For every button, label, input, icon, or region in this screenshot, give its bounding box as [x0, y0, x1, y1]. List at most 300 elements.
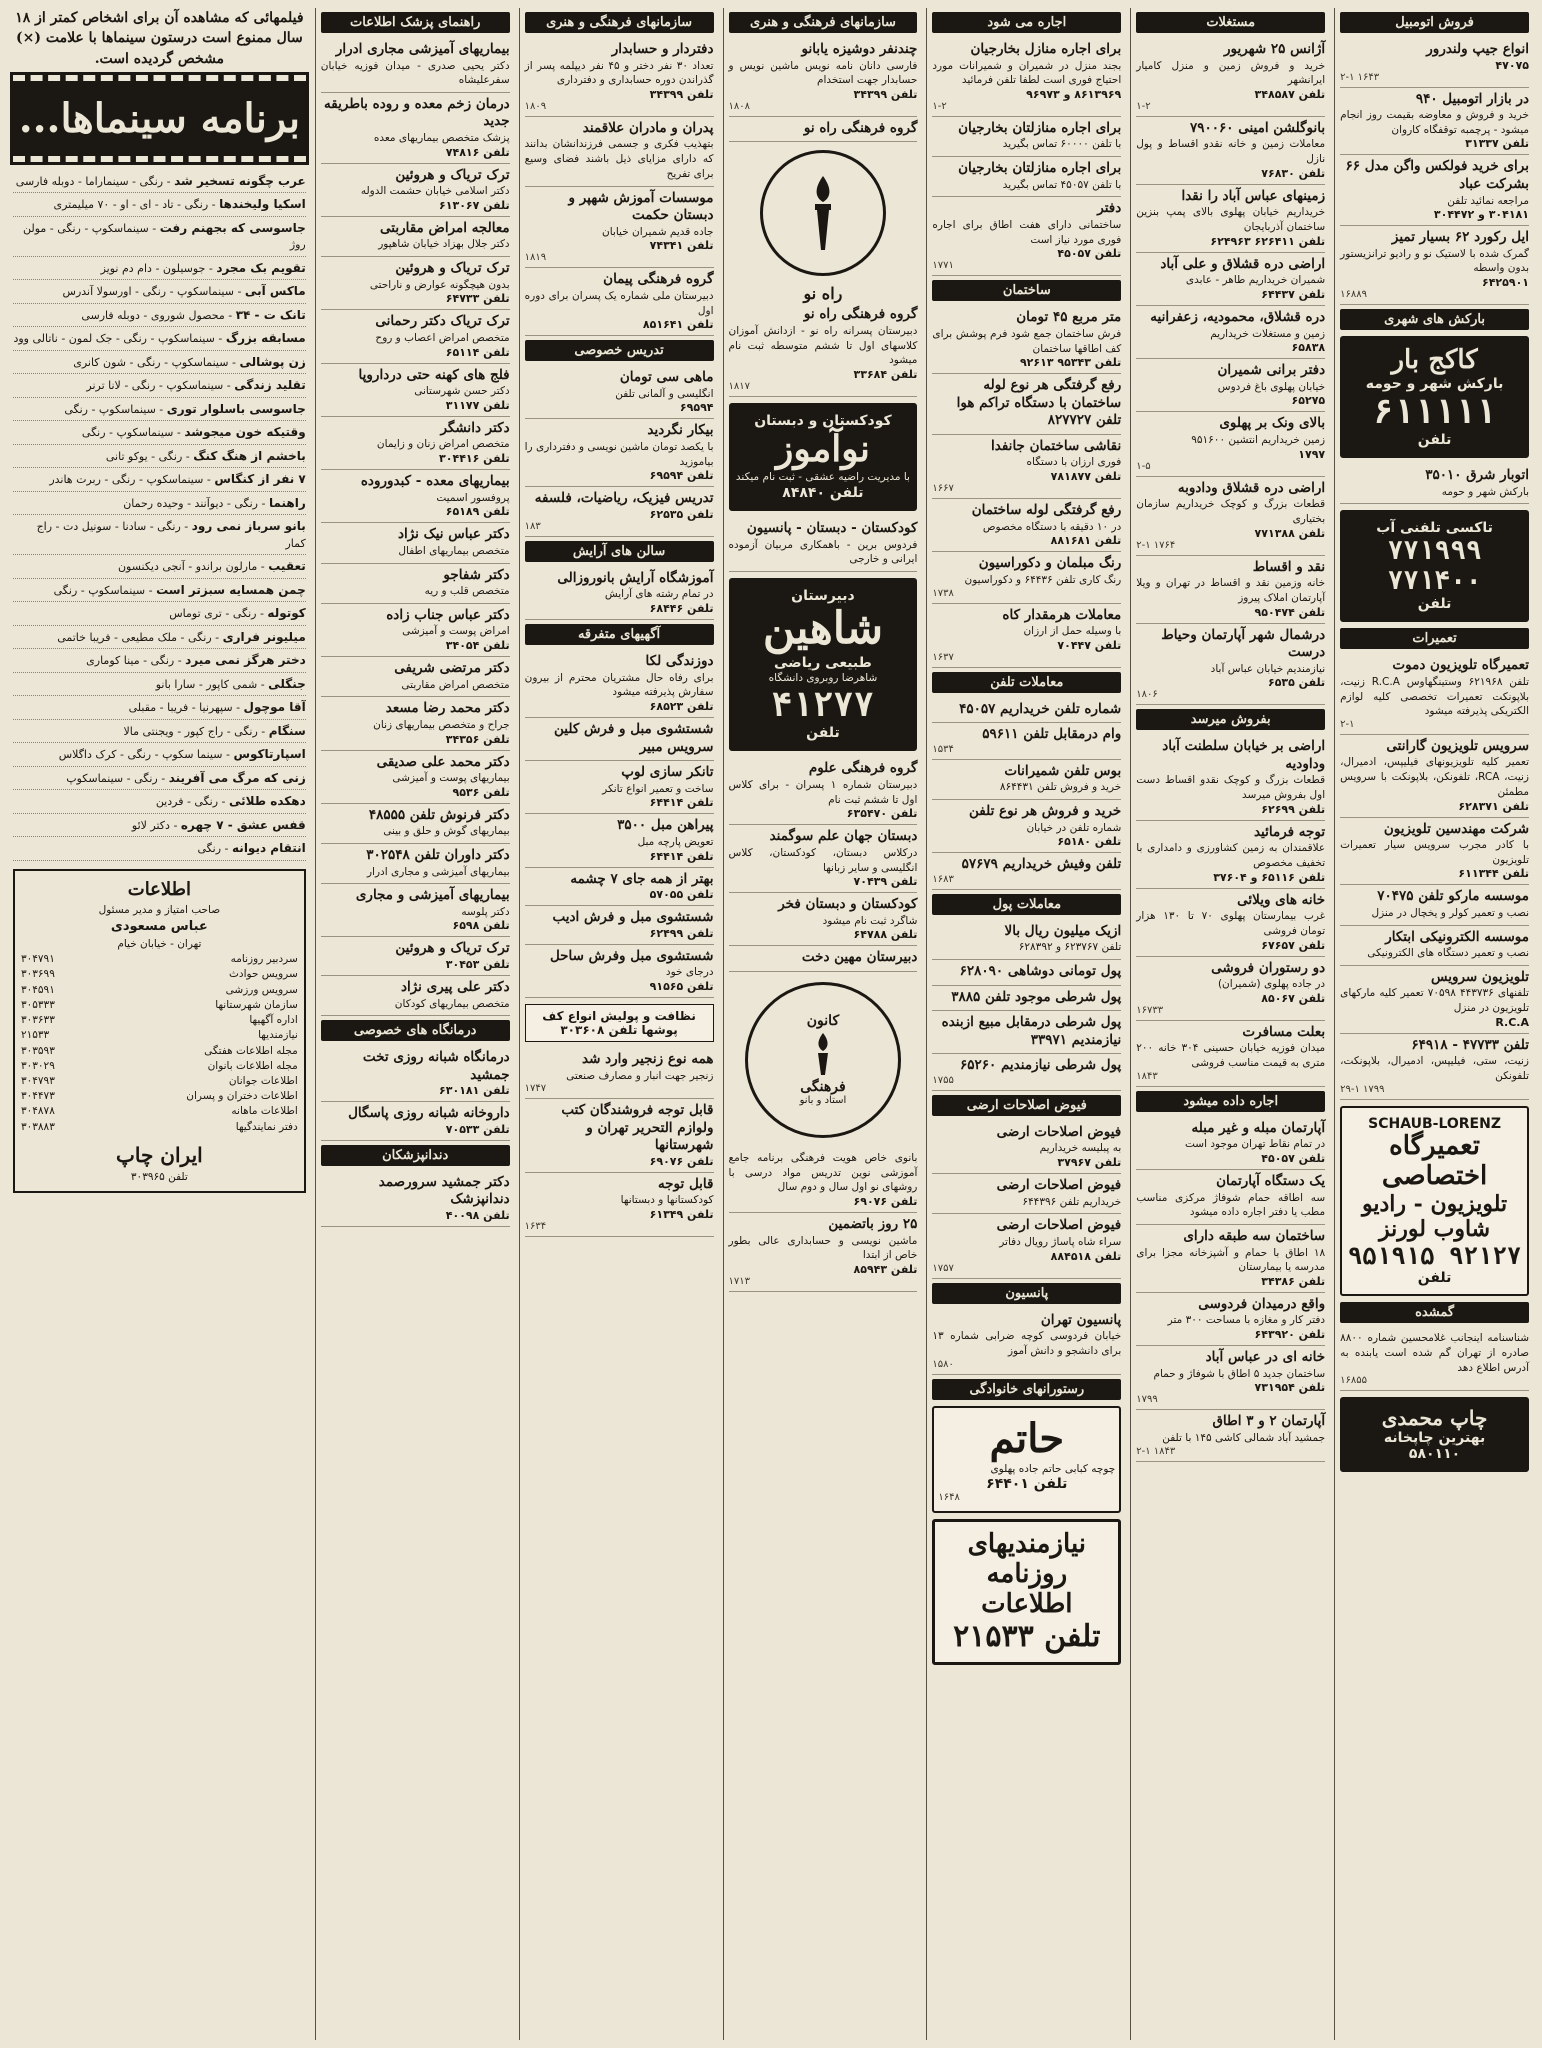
ad-code: ۱۷۹۹ — [1136, 1394, 1158, 1406]
ad-body: متخصص بیماریهای اطفال — [398, 544, 510, 557]
ad — [1340, 464, 1529, 504]
ad-title: ازیک میلیون ریال بالا — [1004, 922, 1122, 939]
ad-body: تعویض پارچه مبل — [637, 835, 714, 848]
ad — [932, 435, 1121, 499]
movie-separator: - — [218, 795, 230, 809]
ad-title: دکتر داوران تلفن ۳۰۲۵۴۸ — [366, 846, 510, 863]
ads-list — [729, 517, 918, 572]
movie-details: رنگی - سادنا - سونیل دت - راج کمار — [36, 520, 306, 550]
movie-separator: - — [203, 473, 215, 487]
movie-title: راهنما — [268, 495, 306, 510]
ad-code: ۱۶۶۷ — [932, 483, 954, 495]
ad-phone: تلفن ۳۴۳۵۶ — [445, 732, 510, 746]
ad-phone: تلفن ۶۴۷۳۳ — [445, 292, 510, 306]
ad-code: ۲-۱ ۱۷۶۴ — [1136, 539, 1176, 551]
ad-phone: تلفن ۶۳۰۱۸۱ — [439, 1084, 510, 1098]
ad-phone: تلفن ۴۵۰۵۷ — [1057, 247, 1122, 261]
movie-details: شمی کاپور - سارا بانو — [155, 677, 258, 691]
ad-phone: تلفن ۳۴۳۹۹ — [853, 87, 918, 101]
ad — [932, 117, 1121, 157]
ad-box-title: کاکج بار — [1391, 345, 1478, 376]
ad — [321, 1046, 510, 1102]
ad — [932, 723, 1121, 760]
ads-list — [932, 306, 1121, 668]
ad — [1136, 412, 1325, 476]
movie-title: تانک ت - ۳۴ — [235, 307, 306, 322]
ad — [1136, 253, 1325, 306]
movie-details: سینماسکوپ - رنگی - مولن روژ — [22, 221, 306, 252]
ad — [1136, 117, 1325, 185]
ads-list — [525, 650, 714, 998]
ad-title: وام درمقابل تلفن ۵۹۶۱۱ — [982, 726, 1122, 743]
torch-icon — [788, 168, 858, 258]
ad — [932, 920, 1121, 960]
movie-title: دختر هرگز نمی میرد — [185, 653, 306, 668]
ad-body: بیماریهای پوست و آمیزشی — [392, 772, 510, 785]
ad-body: معاملات زمین و خانه نقدو اقساط و پول نازل — [1136, 138, 1326, 166]
movie-listing — [13, 626, 306, 650]
ad-body: شمیران خریداریم طاهر - عابدی — [1185, 274, 1326, 287]
movie-separator: - — [257, 560, 269, 574]
ad-body: با تلفن ۶۰۰۰۰ تماس بگیرید — [1002, 138, 1122, 151]
ad-phone: تلفن ۶۱۳۰۶۷ — [439, 198, 510, 212]
ads-list — [932, 1121, 1121, 1279]
ad-code: ۱۶۸۵۵ — [1340, 1375, 1367, 1387]
ad-body: ساختمانی دارای هفت اطاق برای اجاره فوری مورد نیاز است — [932, 218, 1122, 246]
movie-separator: - — [208, 198, 220, 212]
ad — [321, 1171, 510, 1227]
ad — [1340, 1328, 1529, 1391]
ad — [321, 884, 510, 937]
ad-title: تانکر سازی لوپ — [621, 764, 714, 781]
ad-box-name: نوآموز — [775, 428, 870, 471]
ad — [1340, 926, 1529, 966]
ad-title: دفتر — [1097, 200, 1122, 217]
ad-body: تعداد ۳۰ نفر دختر و ۴۵ نفر دیپلمه پسر از گذراندن دوره حسابداری و دفترداری — [524, 59, 714, 87]
ad-title: داروخانه شبانه روزی پاسگال — [348, 1105, 510, 1122]
movie-title: وقتیکه خون میجوشد — [184, 425, 306, 440]
ads-list — [1136, 735, 1325, 1086]
ad — [525, 419, 714, 487]
directory-phone: ۳۰۳۶۳۳ — [21, 1014, 55, 1027]
ad-phone: تلفن ۳۴۳۸۶ — [1261, 1274, 1326, 1288]
ad-code: ۱۸۳ — [524, 520, 541, 532]
ad-box-title: کودکستان و دبستان — [754, 413, 892, 430]
ad — [932, 1054, 1121, 1091]
ad-title: تلفن وفیش خریداریم ۵۷۶۷۹ — [961, 856, 1122, 873]
movie-listing — [13, 814, 306, 838]
ad — [321, 364, 510, 417]
ad-title: ۲۵ روز باتضمین — [828, 1216, 918, 1233]
ad — [1340, 226, 1529, 305]
column-4 — [723, 8, 923, 2040]
ad-box-taxi — [1340, 510, 1529, 622]
movie-details: سپهرنیا - فریبا - مقبلی — [128, 701, 233, 715]
movie-details: سینماسکوپ - رنگی — [53, 583, 146, 597]
ad-title: شستشوی مبل و فرش ادیب — [552, 909, 714, 926]
directory-row — [21, 1013, 298, 1028]
ad-body: قطعات بزرگ و کوچک خریداریم سازمان بختیاری — [1136, 498, 1326, 525]
section-header: راهنمای پزشک اطلاعات — [321, 12, 510, 33]
ad — [1136, 821, 1325, 889]
ad-title: شرکت مهندسین تلویزیون — [1383, 820, 1529, 837]
ad-title: اراضی بر خیابان سلطنت آباد وداودیه — [1162, 738, 1326, 772]
movie-listing — [13, 696, 306, 720]
movie-listing — [13, 304, 306, 328]
ad-body: به پبلیسه خریداریم — [1039, 1142, 1122, 1155]
movie-details: رنگی - فردین — [155, 795, 219, 809]
ads-list — [321, 1171, 510, 1227]
movie-listing — [13, 280, 306, 304]
ad-title: یک دستگاه آپارتمان — [1216, 1173, 1326, 1190]
ad — [729, 38, 918, 117]
ad-title: همه نوع زنجیر وارد شد — [582, 1050, 714, 1067]
directory-row — [21, 1059, 298, 1074]
ad-body: پزشک متخصص بیماریهای معده — [373, 132, 510, 145]
section-header: معاملات پول — [932, 894, 1121, 915]
ad — [1340, 88, 1529, 156]
movie-details: رنگی - سینماسکوپ — [66, 771, 158, 785]
ad — [525, 487, 714, 537]
ad-body: متخصص قلب و ریه — [424, 585, 510, 598]
ad-title: اراضی دره قشلاق ودادوبه — [1177, 479, 1326, 496]
ad-phone: ۶۴۲۵۹۰۱ — [1482, 276, 1529, 290]
ads-list — [525, 366, 714, 537]
cinema-program-banner — [13, 75, 306, 162]
ad-title: انواع جیپ ولندرور — [1426, 41, 1529, 57]
ad — [932, 1174, 1121, 1214]
ad-title: موسسه الکترونیکی ابتکار — [1385, 928, 1529, 945]
ad — [321, 937, 510, 976]
ad-code: ۱۵۳۴ — [932, 743, 954, 755]
ad-box-subtitle: تلویزیون - رادیو — [1361, 1190, 1508, 1217]
ad — [321, 93, 510, 164]
ad-body: غرب بیمارستان پهلوی ۷۰ تا ۱۳۰ هزار تومان فروشی — [1136, 910, 1326, 937]
ad-phone: تلفن ۳۰۴۵۳ — [445, 958, 510, 971]
owner-label: صاحب امتیاز و مدیر مسئول — [98, 903, 221, 916]
movie-title: قفس عشق - ۷ چهره — [180, 817, 306, 832]
ad-code: ۱۵۸۰ — [932, 1358, 954, 1370]
movie-details: رنگی - مینا کوماری — [86, 654, 175, 668]
section-header: ساختمان — [932, 280, 1121, 301]
ads-list — [1136, 38, 1325, 705]
movie-listing — [13, 720, 306, 744]
movie-title: چمن همسایه سبزتر است — [156, 582, 306, 597]
ad-phone: تلفن ۹۵۰۴۷۴ — [1254, 605, 1326, 619]
ad-box-number: ۷۷۱۹۹۹ ۷۷۱۴۰۰ — [1387, 536, 1482, 597]
ad — [525, 718, 714, 761]
movie-details: دکتر لائو — [131, 818, 170, 832]
ads-list — [729, 303, 918, 397]
ad-body: فارسی دانان نامه نویس ماشین نویس و حسابدار جهت استخدام — [728, 59, 918, 87]
ad — [525, 761, 714, 814]
movie-separator: - — [256, 607, 268, 621]
movie-separator: - — [257, 677, 269, 691]
ad — [932, 197, 1121, 276]
ad-phone: تلفن ۶۳۵۴۷۰ — [846, 807, 918, 821]
ad-title: درشمال شهر آپارتمان وحیاط درست — [1161, 626, 1326, 661]
torch-icon — [803, 1029, 843, 1079]
movie-listing — [13, 193, 306, 217]
directory-label: مجله اطلاعات هفتگی — [204, 1044, 298, 1057]
ad-body: در ۱۰ دقیقه با دستگاه مخصوص — [982, 520, 1122, 533]
directory-row — [21, 1044, 298, 1059]
movie-separator: - — [157, 771, 169, 785]
ad-body: متخصص امراض مقاربتی — [401, 678, 510, 691]
ad-code: ۱۸۰۹ — [524, 100, 547, 112]
section-header: تدریس خصوصی — [525, 340, 714, 361]
ad-body: علاقمندان به زمین کشاورزی و دامداری با تخفیف مخصوص — [1136, 842, 1326, 870]
ad-phone: ۳۰۴۱۸۱ و ۳۰۴۴۷۲ — [1433, 208, 1529, 222]
ad-phone: تلفن ۶۵۱۸۹ — [445, 505, 510, 519]
ad — [729, 1213, 918, 1292]
ad-body: خریداریم خیابان پهلوی بالای پمپ بنزین ساختمان آذربایجان — [1136, 206, 1326, 234]
ad-title: بالای ونک بر پهلوی — [1219, 415, 1326, 432]
movie-title: سنگام — [268, 723, 306, 738]
ad — [525, 187, 714, 269]
ad — [321, 804, 510, 844]
ad-body: نصب و تعمیر دستگاه های الکترونیکی — [1367, 947, 1529, 960]
ad-box-shahin — [729, 578, 918, 751]
directory-row — [21, 1104, 298, 1119]
ad-title: بوس تلفن شمیرانات — [1004, 762, 1122, 779]
ad-body: شناسنامه اینجانب غلامحسین شماره ۸۸۰۰ صادره از تهران گم شده است یابنده به آدرس اطلاع دهد — [1340, 1332, 1529, 1374]
ad — [1136, 185, 1325, 253]
printer-phone: تلفن ۳۰۳۹۶۵ — [130, 1170, 188, 1183]
ads-list — [932, 698, 1121, 890]
directory-label: سردبیر روزنامه — [230, 953, 298, 966]
ad — [932, 760, 1121, 800]
directory-row — [21, 952, 298, 967]
ad — [729, 893, 918, 946]
movie-details: سینماسکوپ - رنگی - ربرت هاندر — [49, 473, 204, 487]
ad — [1136, 1117, 1325, 1170]
ad-title: تعمیرگاه تلویزیون دموت — [1392, 657, 1529, 674]
ad-body: سه اطاقه حمام شوفاژ مرکزی مناسب مطب یا دفتر اجاره داده میشود — [1136, 1191, 1326, 1219]
ad — [321, 417, 510, 470]
ad-title: دفتر برانی شمیران — [1217, 362, 1326, 379]
ad-title: پول شرطی نیازمندیم ۶۵۲۶۰ — [959, 1057, 1122, 1074]
ad-title: درمانگاه شبانه روزی تخت جمشید — [362, 1049, 510, 1083]
directory-phone: ۳۰۵۳۳۳ — [21, 998, 55, 1011]
ad-body: سراء شاه پاساژ رویال دفاتر — [999, 1235, 1122, 1248]
ad — [525, 1048, 714, 1099]
ad-body: مراجعه نمائید تلفن — [1447, 194, 1529, 207]
ad-title: تدریس فیزیک، ریاضیات، فلسفه — [534, 490, 714, 507]
ad-title: دکتر جمشید سرورصمد دندانپزشک — [378, 1173, 510, 1208]
ad-title: بهتر از همه جای ۷ چشمه — [570, 870, 714, 887]
movie-listing — [13, 602, 306, 626]
ad-box-number: تلفن ۲۱۵۳۳ — [953, 1618, 1101, 1654]
directory-phone: ۳۰۴۸۷۸ — [21, 1105, 55, 1118]
ad-box-subtitle: بارکش شهر و حومه — [1365, 376, 1504, 393]
ad — [1340, 155, 1529, 226]
ad — [525, 906, 714, 945]
ad-title: اتوبار شرق ۳۵۰۱۰ — [1425, 467, 1529, 484]
ad-code: ۱-۲ — [1136, 100, 1151, 112]
ad-title: ترک تریاک و هروئین — [395, 260, 510, 277]
ad-code: ۱۷۴۷ — [524, 1083, 547, 1095]
ad — [321, 976, 510, 1016]
directory-label: نیازمندیها — [258, 1029, 298, 1042]
movie-separator: - — [214, 332, 226, 346]
ads-list — [1136, 1117, 1325, 1462]
ad-phone: تلفن ۶۴۴۳۷ — [1261, 288, 1326, 301]
movie-separator: - — [145, 583, 157, 597]
ad-body: دکتر پلوسه — [461, 905, 510, 918]
ad-body: فردوس برین - باهمکاری مربیان آزموده ایرانی و خارجی — [728, 538, 918, 566]
ad-box-phone: تلفن ۸۴۸۴۰ — [782, 485, 864, 502]
movie-title: ماکس آبی — [244, 284, 306, 299]
ad-box-name: شاهین — [762, 603, 884, 655]
ad-title: دکتر عباس نیک نژاد — [397, 526, 510, 543]
ad-title: دکتر فرنوش تلفن ۴۸۵۵۵ — [368, 806, 510, 823]
ad-box-label: تلفن — [1417, 432, 1452, 449]
movie-details: رنگی - تری توماس — [169, 607, 257, 621]
ad-phone: تلفن ۶۵۱۱۶ و ۳۷۶۰۴ — [1213, 870, 1326, 884]
ad-phone: تلفن ۶۲۶۴۱۱ ۶۲۴۹۶۳ — [1210, 234, 1326, 248]
movie-separator: - — [169, 818, 181, 832]
ad-code: ۱۶۴۸ — [938, 1492, 960, 1504]
directory-label: اطلاعات جوانان — [228, 1075, 298, 1088]
ad-phone: ۴۷۰۷۵ — [1495, 58, 1529, 72]
ads-list — [932, 1309, 1121, 1375]
ad-title: آپارتمان مبله و غیر مبله — [1191, 1119, 1326, 1136]
ad-phone: تلفن ۸۵۱۶۴۱ — [642, 318, 714, 332]
movie-title: انتقام دیوانه — [232, 841, 306, 856]
ad — [1340, 654, 1529, 735]
ad-title: قابل توجه — [657, 1175, 714, 1192]
ad-body: خرید و فروش و معاوضه بقیمت روز انجام میشود - پرچمبه توقفگاه کاروان — [1340, 109, 1529, 136]
ads-list — [1340, 38, 1529, 305]
movie-title: تقویم بک مجرد — [216, 260, 306, 275]
movie-title: زنی که مرگ می آفریند — [168, 770, 306, 785]
ad-title: پول شرطی موجود تلفن ۳۸۸۵ — [951, 988, 1122, 1005]
ad-title: واقع درمیدان فردوسی — [1198, 1295, 1326, 1312]
movie-listing — [13, 374, 306, 398]
ad-title: سرویس تلویزیون گارانتی — [1386, 737, 1529, 754]
owner-name: عباس مسعودی — [110, 919, 208, 935]
movie-details: مارلون براندو - آنجی دیکنسون — [117, 560, 258, 574]
ad-phone: تلفن ۷۴۸۱۶ — [445, 145, 510, 159]
ad — [729, 303, 918, 397]
section-header: گمشده — [1340, 1302, 1529, 1323]
ad — [321, 164, 510, 217]
ad — [321, 217, 510, 257]
movie-listing — [13, 743, 306, 767]
movie-details: سینماسکوپ - رنگی — [81, 426, 174, 440]
cinema-program-title: برنامه سینماها... — [18, 94, 301, 142]
ad-body: خریداریم تلفن ۶۴۴۳۹۶ — [1022, 1195, 1122, 1208]
ad-title: شماره تلفن خریداریم ۴۵۰۵۷ — [959, 700, 1122, 717]
ad-title: دکتر شفاجو — [443, 566, 510, 583]
movie-separator: - — [222, 748, 234, 762]
ad-code: ۱۸۱۹ — [524, 252, 547, 264]
directory-phone: ۳۰۴۴۷۳ — [21, 1090, 55, 1103]
ad-body: کودکستانها و دبستانها — [620, 1194, 714, 1207]
directory-label: دفتر نمایندگیها — [235, 1120, 298, 1133]
ad-title: گروه فرهنگی راه نو — [803, 119, 918, 136]
ad — [1136, 1410, 1325, 1461]
ad — [932, 499, 1121, 552]
ads-list — [1340, 654, 1529, 1099]
ad — [525, 117, 714, 187]
ad-title: معاملات هرمقدار کاه — [1002, 606, 1122, 623]
ad — [525, 650, 714, 718]
movie-title: جنگلی — [268, 676, 306, 691]
ad — [1136, 1293, 1325, 1346]
ad-title: ماهی سی تومان — [619, 369, 714, 386]
ad-body: دفتر کار و مغازه با مساحت ۳۰۰ متر — [1167, 1314, 1326, 1327]
printer-name: ایران چاپ — [116, 1142, 203, 1167]
ad-body: شماره تلفن در خیابان — [1026, 821, 1122, 834]
directory-label: مجله اطلاعات بانوان — [207, 1059, 298, 1072]
ad — [1136, 735, 1325, 820]
ad-body: با کادر مجرب سرویس سیار تعمیرات تلویزیون — [1340, 839, 1529, 866]
logo-text-mid: فرهنگی — [800, 1079, 846, 1096]
movie-title: دهکده طلائی — [229, 794, 306, 809]
ad-title: ساختمان سه طبقه دارای — [1183, 1227, 1326, 1244]
movie-listing — [13, 445, 306, 469]
ad-code: ۱۸۴۳ — [1136, 1070, 1158, 1082]
ad — [321, 564, 510, 604]
ad-phone: تلفن ۸۵۹۴۳ — [853, 1262, 918, 1276]
ad — [1136, 889, 1325, 957]
ad-body: بیماریهای آمیزشی و مجاری ادرار — [366, 865, 510, 878]
ad-phone: تلفن ۶۴۴۱۴ — [649, 849, 714, 863]
ad — [1136, 359, 1325, 412]
ad-box-number: ۶۱۱۱۱۱ — [1373, 392, 1496, 433]
ad-code: ۲۹-۱ ۱۷۹۹ — [1340, 1083, 1385, 1095]
ad-phone: تلفن ۶۴۳۹۲۰ — [1254, 1328, 1326, 1342]
column-5 — [519, 8, 719, 2040]
ad-box-chap — [1340, 1397, 1529, 1472]
torch-emblem-icon — [760, 150, 886, 276]
column-6 — [315, 8, 515, 2040]
ad-phone: تلفن ۶۸۵۲۳ — [649, 700, 714, 714]
ad — [729, 517, 918, 572]
movie-details: سینما سکوپ - رنگی - کرک داگلاس — [58, 748, 223, 762]
ad-title: برای اجاره منازلتان بخارجیان — [958, 119, 1122, 136]
ad-box-title: تعمیرگاه اختصاصی — [1381, 1130, 1488, 1191]
ad — [321, 470, 510, 523]
ad-phone: تلفن ۶۵۱۱۴ — [445, 345, 510, 359]
ad-box-classifieds — [932, 1519, 1121, 1665]
ad — [729, 757, 918, 825]
section-header: آگهیهای متفرقه — [525, 624, 714, 645]
ad-body: دبیرستان ملی شماره یک پسران برای دوره اول — [524, 289, 714, 317]
ad-phone: تلفن ۷۰۵۳۳ — [445, 1122, 510, 1136]
ad-code: ۱۷۵۵ — [932, 1074, 954, 1086]
ad-body: تعمیر کلیه تلویزیونهای فیلیپس، ادمیرال، زنیت، RCA، تلفونکن، بلاپونکت با سرویس مطمئن — [1340, 756, 1529, 798]
ad-title: ترک تریاک و هروئین — [395, 940, 510, 957]
ad — [729, 1148, 918, 1213]
ad-title: پول شرطی درمقابل مبیع ازبنده نیازمندیم ۳۳۹۷۱ — [941, 1014, 1122, 1048]
movie-title: بانو سرباز نمی رود — [191, 519, 306, 534]
cultural-center-logo — [745, 982, 901, 1138]
ad-title: بانوگلشن امینی ۷۹۰۰۶۰ — [1190, 119, 1326, 136]
section-header: درمانگاه های خصوصی — [321, 1020, 510, 1041]
ad-code: ۱۸۰۸ — [728, 100, 750, 112]
movie-title: تعقیب — [268, 559, 306, 574]
ad — [1340, 966, 1529, 1034]
ad-code: ۱۶۳۴ — [524, 1221, 547, 1233]
ad-box-title: دبیرستان — [791, 588, 855, 605]
ad-body: متخصص امراض زنان و زایمان — [376, 438, 510, 451]
ad-title: کودکستان و دبستان فخر — [778, 896, 918, 913]
ad-body: دکتر حسن شهرستانی — [414, 385, 510, 398]
ad-phone: تلفن ۸۸۴۵۱۸ — [1050, 1249, 1122, 1263]
